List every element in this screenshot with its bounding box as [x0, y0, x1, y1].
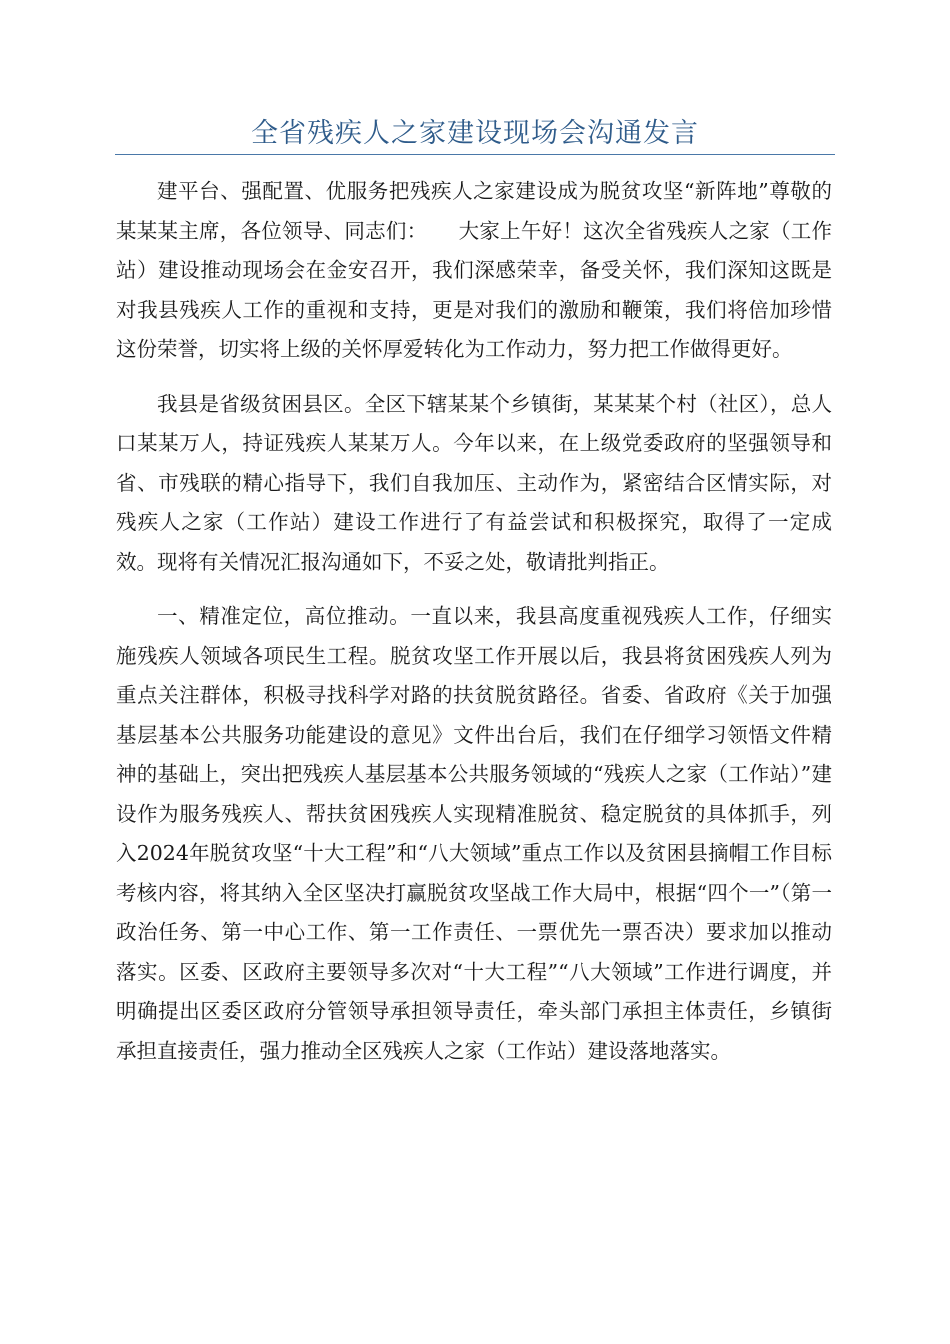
document-body	[116, 172, 832, 1086]
paragraph-overview: 我县是省级贫困县区。全区下辖某某个乡镇街，某某某个村（社区），总人口某某万人，持证残疾人某某万人。今年以来，在上级党委政府的坚强领导和省、市残联的精心指导下，我们自我加压、主动作为，紧密结合区情实际，对残疾人之家（工作站）建设工作进行了有益尝试和积极探究，取得了一定成效。现将有关情况汇报沟通如下，不妥之处，敬请批判指正。	[116, 391, 832, 574]
title-underline	[115, 154, 835, 155]
paragraph-intro: 建平台、强配置、优服务把残疾人之家建设成为脱贫攻坚“新阵地”尊敬的某某某主席，各位领导、同志们： 大家上午好！这次全省残疾人之家（工作站）建设推动现场会在金安召开，我们深感荣幸，备受关怀，我们深知这既是对我县残疾人工作的重视和支持，更是对我们的激励和鞭策，我们将倍加珍惜这份荣誉，切实将上级的关怀厚爱转化为工作动力，努力把工作做得更好。	[116, 179, 832, 361]
document-title: 全省残疾人之家建设现场会沟通发言	[251, 118, 699, 149]
paragraph-section-one: 一、精准定位，高位推动。一直以来，我县高度重视残疾人工作，仔细实施残疾人领域各项民生工程。脱贫攻坚工作开展以后，我县将贫困残疾人列为重点关注群体，积极寻找科学对路的扶贫脱贫路径。省委、省政府《关于加强基层基本公共服务功能建设的意见》文件出台后，我们在仔细学习领悟文件精神的基础上，突出把残疾人基层基本公共服务领域的“残疾人之家（工作站）”建设作为服务残疾人、帮扶贫困残疾人实现精准脱贫、稳定脱贫的具体抓手，列入2024年脱贫攻坚“十大工程”和“八大领域”重点工作以及贫困县摘帽工作目标考核内容，将其纳入全区坚决打赢脱贫攻坚战工作大局中，根据“四个一”（第一政治任务、第一中心工作、第一工作责任、一票优先一票否决）要求加以推动落实。区委、区政府主要领导多次对“十大工程”“八大领域”工作进行调度，并明确提出区委区政府分管领导承担领导责任，牵头部门承担主体责任，乡镇街承担直接责任，强力推动全区残疾人之家（工作站）建设落地落实。	[116, 604, 832, 1063]
